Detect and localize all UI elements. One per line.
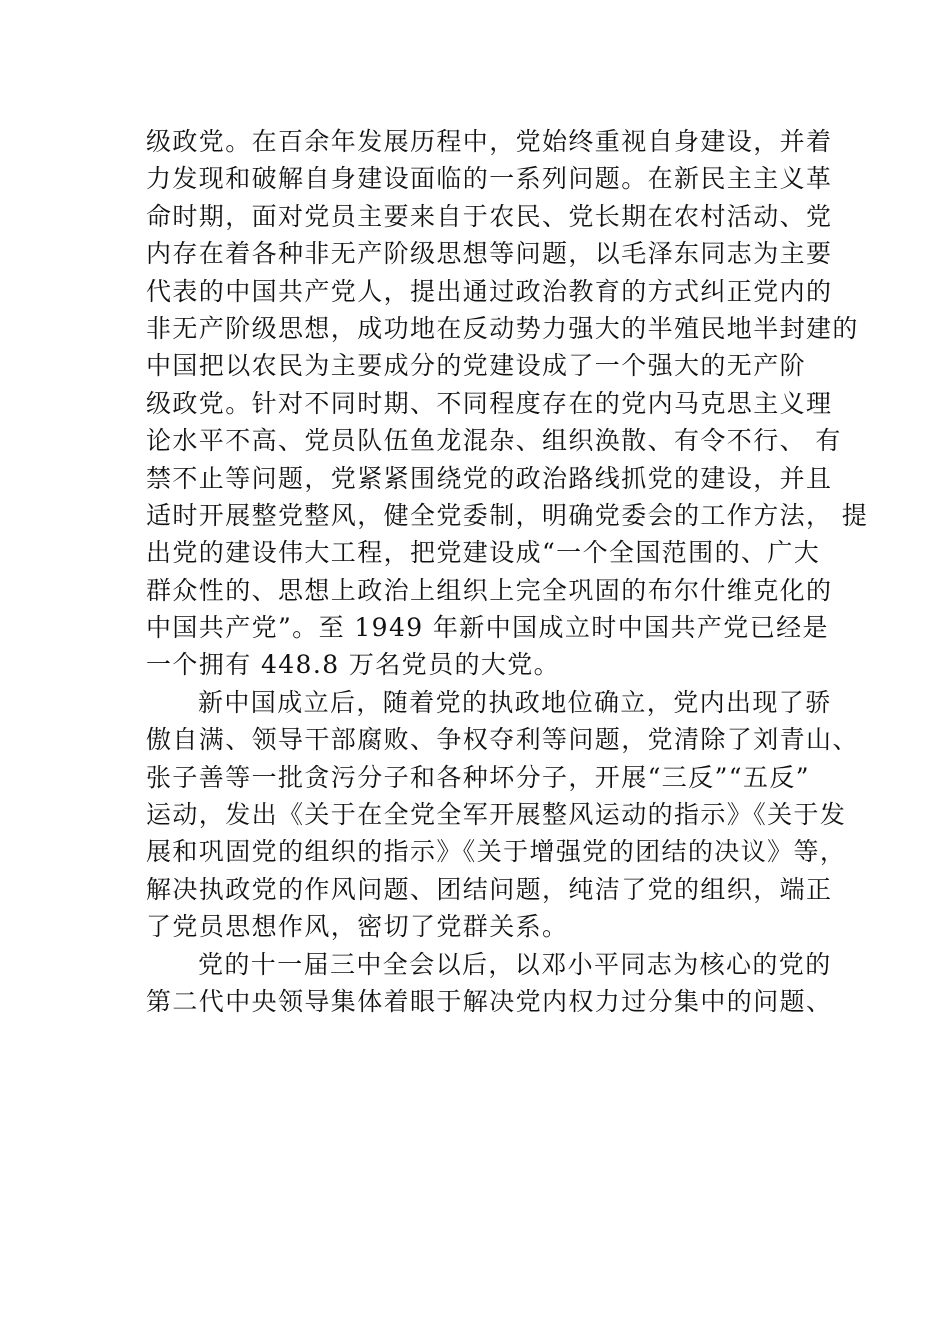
text-line: 适时开展整党整风，健全党委制，明确党委会的工作方法， 提 <box>146 500 869 530</box>
text-line: 中国共产党”。至 1949 年新中国成立时中国共产党已经是 <box>146 613 829 643</box>
text-line: 第二代中央领导集体着眼于解决党内权力过分集中的问题、 <box>146 986 833 1016</box>
text-line: 运动，发出《关于在全党全军开展整风运动的指示》《关于发 <box>146 800 847 830</box>
text-line: 张子善等一批贪污分子和各种坏分子，开展“三反”“五反” <box>146 762 810 792</box>
text-line: 一个拥有 448.8 万名党员的大党。 <box>146 650 561 680</box>
text-line: 代表的中国共产党人，提出通过政治教育的方式纠正党内的 <box>146 276 833 306</box>
text-line: 力发现和破解自身建设面临的一系列问题。在新民主主义革 <box>146 164 833 194</box>
text-line: 中国把以农民为主要成分的党建设成了一个强大的无产阶 <box>146 351 807 381</box>
text-line: 解决执政党的作风问题、团结问题，纯洁了党的组织，端正 <box>146 874 833 904</box>
text-line: 傲自满、领导干部腐败、争权夺利等问题，党清除了刘青山、 <box>146 725 859 755</box>
text-line: 禁不止等问题，党紧紧围绕党的政治路线抓党的建设，并且 <box>146 463 833 493</box>
text-line: 非无产阶级思想，成功地在反动势力强大的半殖民地半封建的 <box>146 313 859 343</box>
text-line: 新中国成立后，随着党的执政地位确立，党内出现了骄 <box>198 687 832 717</box>
text-line: 论水平不高、党员队伍鱼龙混杂、组织涣散、有令不行、 有 <box>146 426 842 456</box>
text-line: 党的十一届三中全会以后，以邓小平同志为核心的党的 <box>198 949 832 979</box>
text-line: 了党员思想作风，密切了党群关系。 <box>146 912 569 942</box>
text-line: 级政党。针对不同时期、不同程度存在的党内马克思主义理 <box>146 388 833 418</box>
body-text <box>146 123 869 1020</box>
text-line: 群众性的、思想上政治上组织上完全巩固的布尔什维克化的 <box>146 575 833 605</box>
text-line: 级政党。在百余年发展历程中，党始终重视自身建设，并着 <box>146 127 833 156</box>
text-line: 命时期，面对党员主要来自于农民、党长期在农村活动、党 <box>146 201 833 231</box>
text-line: 展和巩固党的组织的指示》《关于增强党的团结的决议》等， <box>146 837 847 867</box>
text-line: 内存在着各种非无产阶级思想等问题，以毛泽东同志为主要 <box>146 239 833 269</box>
text-line: 出党的建设伟大工程，把党建设成“一个全国范围的、广大 <box>146 538 821 568</box>
